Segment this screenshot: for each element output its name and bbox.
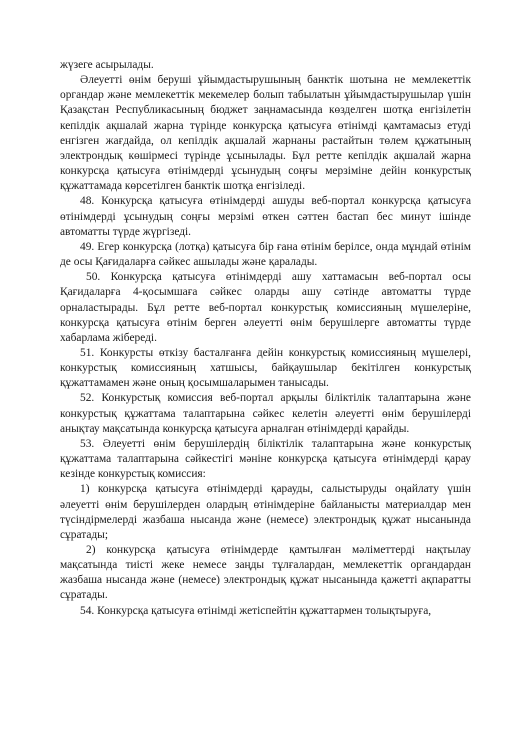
paragraph-53: 53. Әлеуетті өнім берушілердің біліктілік талаптарына және конкурстық құжаттама талаптарына сәйкестігі мәніне конкурсқа қатысуға өтінімдерді қарау кезінде конкурстық комиссия: [60, 437, 471, 481]
paragraph-54: 54. Конкурсқа қатысуға өтінімді жетіспейтін құжаттармен толықтыруға, [80, 604, 432, 617]
paragraph-53-item-1: 1) конкурсқа қатысуға өтінімдерді қарауды, салыстыруды оңайлату үшін әлеуетті өнім берушілерден олардың өтінімдеріне байланысты материалдар мен түсіндірмелерді жазбаша нысанда және (немесе) электрондық құжат нысанында сұратады; [60, 483, 471, 541]
paragraph-guarantee-deposit: Әлеуетті өнім беруші ұйымдастырушының банктік шотына не мемлекеттік органдар және мемлекеттік мекемелер болып табылатын ұйымдастырушылар үшін Қазақстан Республикасының бюджет заңнамасында көзделген шотқа енгізілетін кепілдік ақшалай жарна түрінде конкурсқа қатысуға өтінімді қамтамасыз етуді енгізген жағдайда, ол кепілдік ақшалай жарнаны растайтын төлем құжатының электрондық көшірмесі түрінде ұсынылады. Бұл ретте кепілдік ақшалай жарна конкурсқа қатысуға өтінімдерді ұсынудың соңғы мерзіміне дейін конкурстық құжаттамада көрсетілген банктік шотқа енгізіледі. [60, 74, 471, 193]
paragraph-continuation: жүзеге асырылады. [60, 59, 154, 71]
paragraph-53-item-2: 2) конкурсқа қатысуға өтінімдерде қамтылған мәліметтерді нақтылау мақсатында тиісті жеке немесе заңды тұлғалардан, мемлекеттік органдардан жазбаша нысанда және (немесе) электрондық құжат нысанында қажетті ақпаратты сұратады. [60, 544, 471, 602]
paragraph-49: 49. Егер конкурсқа (лотқа) қатысуға бір ғана өтінім берілсе, онда мұндай өтінім де осы Қағидаларға сәйкес ашылады және қаралады. [60, 240, 471, 269]
paragraph-51: 51. Конкурсты өткізу басталғанға дейін конкурстық комиссияның мүшелері, конкурстық комиссияның хатшысы, байқаушылар бекітілген конкурстық құжаттамамен және оның қосымшаларымен танысады. [60, 346, 471, 390]
paragraph-52: 52. Конкурстық комиссия веб-портал арқылы біліктілік талаптарына және конкурстық құжаттама талаптарына сәйкес келетін әлеуетті өнім берушілерді анықтау мақсатында конкурсқа қатысуға арналған өтінімдерді қарайды. [60, 392, 471, 435]
paragraph-50: 50. Конкурсқа қатысуға өтінімдерді ашу хаттамасын веб-портал осы Қағидаларға 4-қосымшаға сәйкес оларды ашу сәтінде автоматты түрде орналастырады. Бұл ретте веб-портал конкурстық комиссияның мүшелеріне, конкурсқа қатысуға өтінім берген әлеуетті өнім берушілерге автоматты түрде хабарлама жібереді. [60, 271, 471, 344]
paragraph-48: 48. Конкурсқа қатысуға өтінімдерді ашуды веб-портал конкурсқа қатысуға өтінімдерді ұсынудың соңғы мерзімі өткен сәттен бастап бес минут ішінде автоматты түрде жүргізеді. [60, 195, 471, 238]
